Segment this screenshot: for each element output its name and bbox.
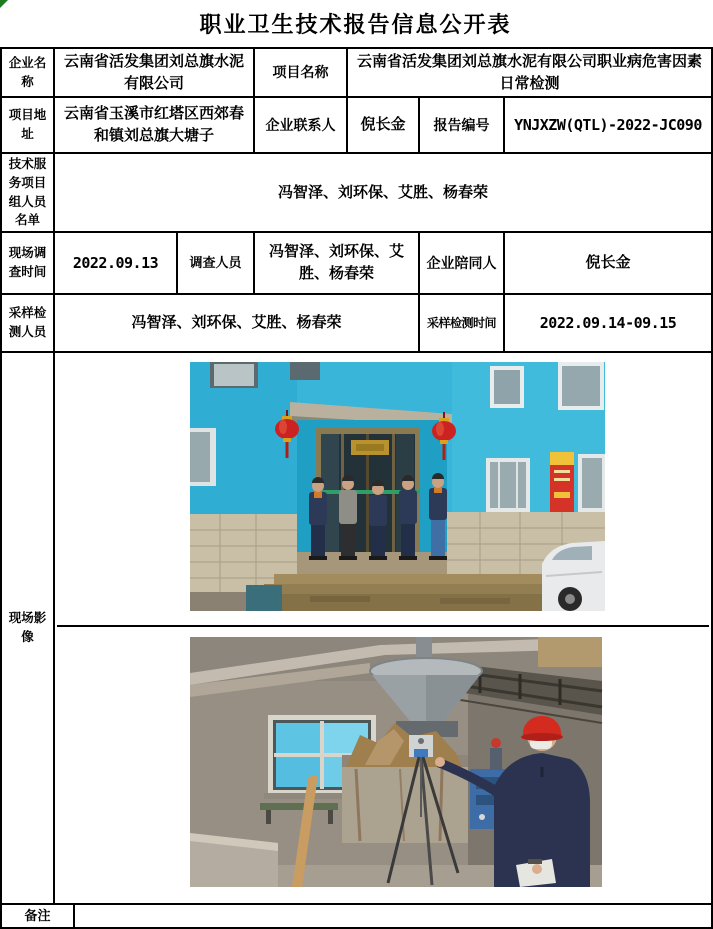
- sampling-staff-label: 采样检测人员: [1, 294, 54, 352]
- table-row: [1, 352, 712, 904]
- disclosure-table: [0, 47, 713, 929]
- report-number-value: YNJXZW(QTL)-2022-JC090: [504, 97, 712, 153]
- page-title: 职业卫生技术报告信息公开表: [199, 12, 512, 37]
- sampling-time-value: 2022.09.14-09.15: [504, 294, 712, 352]
- table-row: [1, 97, 712, 153]
- site-photo-building-group: [190, 362, 605, 611]
- distant-worker: [490, 738, 502, 770]
- sampling-staff-value: 冯智泽、刘环保、艾胜、杨春荣: [54, 294, 419, 352]
- site-photo-2-container: [57, 627, 709, 902]
- parked-car: [542, 541, 605, 611]
- bench: [260, 803, 338, 810]
- site-images-label: 现场影像: [1, 352, 54, 904]
- table-row: [1, 232, 712, 294]
- company-contact-label: 企业联系人: [254, 97, 347, 153]
- project-address-label: 项目地址: [1, 97, 54, 153]
- remarks-label: 备注: [1, 904, 74, 928]
- table-row: [1, 294, 712, 352]
- company-escort-value: 倪长金: [504, 232, 712, 294]
- door-plaque: [351, 440, 389, 455]
- wall-banner: [550, 452, 574, 516]
- table-row: [1, 904, 712, 928]
- project-name-label: 项目名称: [254, 48, 347, 97]
- table-row: [1, 153, 712, 232]
- site-photo-1-container: [57, 354, 709, 627]
- spreadsheet-corner-marker-icon: [0, 0, 8, 8]
- company-name-value: 云南省活发集团刘总旗水泥有限公司: [54, 48, 254, 97]
- sampling-time-label: 采样检测时间: [419, 294, 504, 352]
- remarks-value: [74, 904, 712, 928]
- company-escort-label: 企业陪同人: [419, 232, 504, 294]
- project-name-value: 云南省活发集团刘总旗水泥有限公司职业病危害因素日常检测: [347, 48, 712, 97]
- project-team-value: 冯智泽、刘环保、艾胜、杨春荣: [54, 153, 712, 232]
- company-name-label: 企业名称: [1, 48, 54, 97]
- survey-time-label: 现场调查时间: [1, 232, 54, 294]
- surveyors-value: 冯智泽、刘环保、艾胜、杨春荣: [254, 232, 419, 294]
- table-row: [1, 48, 712, 97]
- company-contact-value: 倪长金: [347, 97, 419, 153]
- surveyors-label: 调查人员: [177, 232, 254, 294]
- site-images-cell: [54, 352, 712, 904]
- project-team-label: 技术服务项目组人员名单: [1, 153, 54, 232]
- teal-bin: [246, 585, 282, 611]
- site-photo-sampling-scene: [190, 637, 602, 887]
- report-number-label: 报告编号: [419, 97, 504, 153]
- survey-time-value: 2022.09.13: [54, 232, 177, 294]
- project-address-value: 云南省玉溪市红塔区西郊春和镇刘总旗大塘子: [54, 97, 254, 153]
